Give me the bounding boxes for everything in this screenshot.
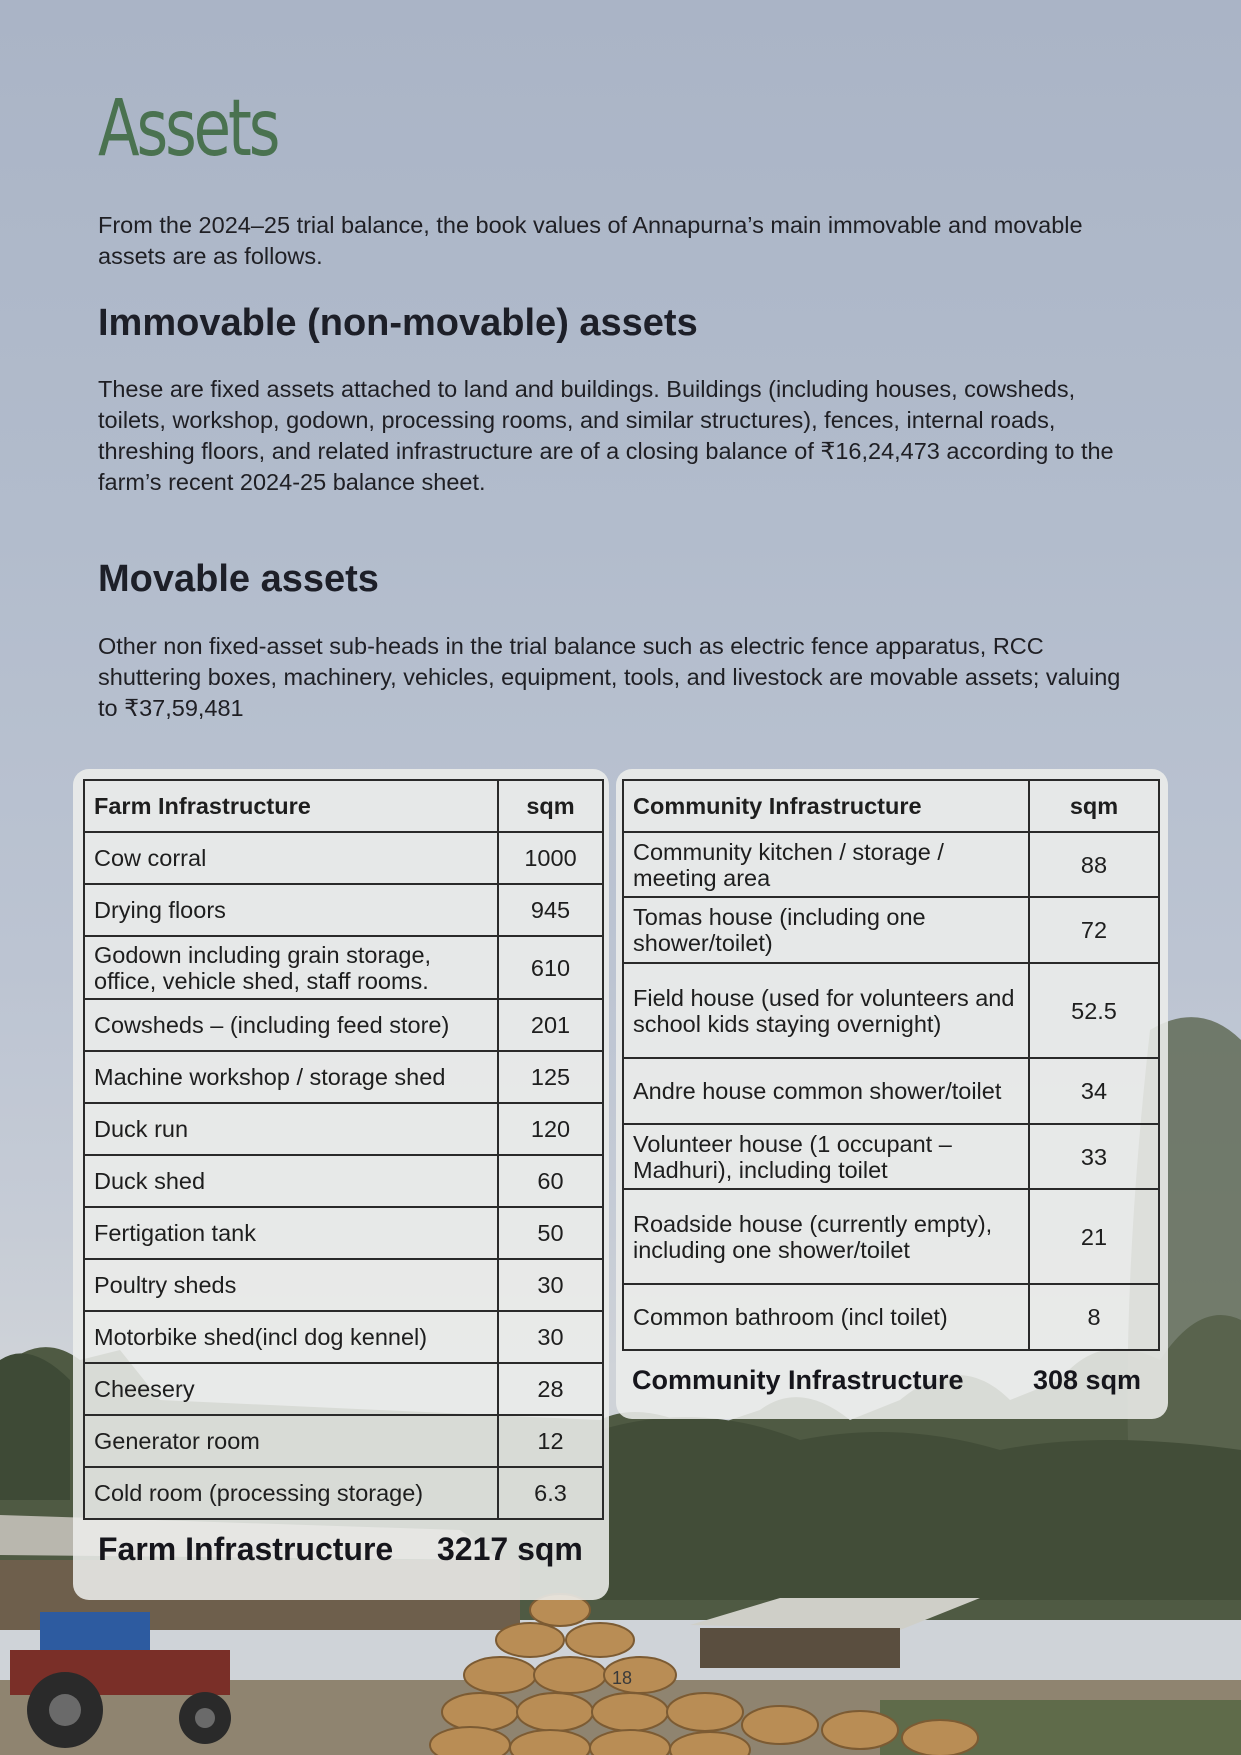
column-header-sqm: sqm — [498, 780, 603, 832]
table-row — [84, 999, 603, 1051]
row-label: Tomas house (including one shower/toilet) — [623, 897, 1029, 963]
row-label: Duck run — [84, 1103, 498, 1155]
table-row — [623, 1284, 1159, 1350]
row-label: Poultry sheds — [84, 1259, 498, 1311]
row-value: 6.3 — [498, 1467, 603, 1519]
table-row — [84, 832, 603, 884]
row-label: Godown including grain storage, office, vehicle shed, staff rooms. — [84, 936, 498, 999]
page-title: Assets — [98, 84, 278, 174]
community-total-label: Community Infrastructure — [632, 1365, 964, 1395]
farm-total-value: 3217 sqm — [437, 1531, 583, 1567]
table-header-row — [623, 780, 1159, 832]
intro-paragraph: From the 2024–25 trial balance, the book values of Annapurna’s main immovable and movable assets are as follows. — [98, 212, 1083, 269]
row-value: 33 — [1029, 1124, 1159, 1189]
row-value: 28 — [498, 1363, 603, 1415]
table-row — [84, 1051, 603, 1103]
row-label: Cow corral — [84, 832, 498, 884]
row-value: 52.5 — [1029, 963, 1159, 1058]
table-header-row — [84, 780, 603, 832]
community-infrastructure-table — [622, 779, 1160, 1351]
column-header-farm-infrastructure: Farm Infrastructure — [84, 780, 498, 832]
row-value: 945 — [498, 884, 603, 936]
row-value: 201 — [498, 999, 603, 1051]
table-row — [623, 897, 1159, 963]
table-row — [623, 1189, 1159, 1284]
community-total-value: 308 sqm — [1033, 1365, 1142, 1395]
row-label: Volunteer house (1 occupant – Madhuri), including toilet — [623, 1124, 1029, 1189]
row-value: 120 — [498, 1103, 603, 1155]
table-row — [84, 1363, 603, 1415]
farm-total-label: Farm Infrastructure — [98, 1531, 394, 1567]
table-row — [84, 1259, 603, 1311]
row-label: Motorbike shed(incl dog kennel) — [84, 1311, 498, 1363]
immovable-heading: Immovable (non-movable) assets — [98, 302, 698, 344]
table-row — [623, 1124, 1159, 1189]
row-label: Roadside house (currently empty), including one shower/toilet — [623, 1189, 1029, 1284]
table-row — [84, 1415, 603, 1467]
movable-paragraph: Other non fixed-asset sub-heads in the trial balance such as electric fence apparatus, RCC shuttering boxes, machinery, vehicles, equipment, tools, and livestock are movable assets; valuing to ₹37,59,481 — [98, 633, 1121, 721]
table-row — [84, 1155, 603, 1207]
row-label: Community kitchen / storage / meeting area — [623, 832, 1029, 897]
table-row — [84, 1103, 603, 1155]
row-value: 72 — [1029, 897, 1159, 963]
row-value: 125 — [498, 1051, 603, 1103]
row-label: Generator room — [84, 1415, 498, 1467]
row-label: Field house (used for volunteers and school kids staying overnight) — [623, 963, 1029, 1058]
column-header-sqm: sqm — [1029, 780, 1159, 832]
table-row — [623, 963, 1159, 1058]
row-value: 30 — [498, 1259, 603, 1311]
column-header-community-infrastructure: Community Infrastructure — [623, 780, 1029, 832]
table-row — [623, 1058, 1159, 1124]
row-label: Fertigation tank — [84, 1207, 498, 1259]
table-row — [84, 1467, 603, 1519]
table-row — [84, 884, 603, 936]
table-row — [84, 1207, 603, 1259]
row-value: 12 — [498, 1415, 603, 1467]
row-label: Drying floors — [84, 884, 498, 936]
row-label: Cold room (processing storage) — [84, 1467, 498, 1519]
row-label: Duck shed — [84, 1155, 498, 1207]
farm-infrastructure-table — [83, 779, 604, 1520]
table-row — [623, 832, 1159, 897]
row-label: Cowsheds – (including feed store) — [84, 999, 498, 1051]
row-value: 1000 — [498, 832, 603, 884]
page-number: 18 — [612, 1668, 633, 1688]
table-row — [84, 1311, 603, 1363]
immovable-paragraph: These are fixed assets attached to land and buildings. Buildings (including houses, cowsheds, toilets, workshop, godown, processing rooms, and similar structures), fences, internal roads, threshing floors, and related infrastructure are of a closing balance of ₹16,24,473 according to the farm’s recent 2024-25 balance sheet. — [98, 376, 1114, 495]
movable-heading: Movable assets — [98, 558, 379, 600]
row-value: 21 — [1029, 1189, 1159, 1284]
row-value: 34 — [1029, 1058, 1159, 1124]
row-label: Andre house common shower/toilet — [623, 1058, 1029, 1124]
row-label: Cheesery — [84, 1363, 498, 1415]
row-value: 30 — [498, 1311, 603, 1363]
row-value: 8 — [1029, 1284, 1159, 1350]
row-value: 50 — [498, 1207, 603, 1259]
row-value: 88 — [1029, 832, 1159, 897]
row-label: Common bathroom (incl toilet) — [623, 1284, 1029, 1350]
row-value: 610 — [498, 936, 603, 999]
row-value: 60 — [498, 1155, 603, 1207]
table-row — [84, 936, 603, 999]
row-label: Machine workshop / storage shed — [84, 1051, 498, 1103]
